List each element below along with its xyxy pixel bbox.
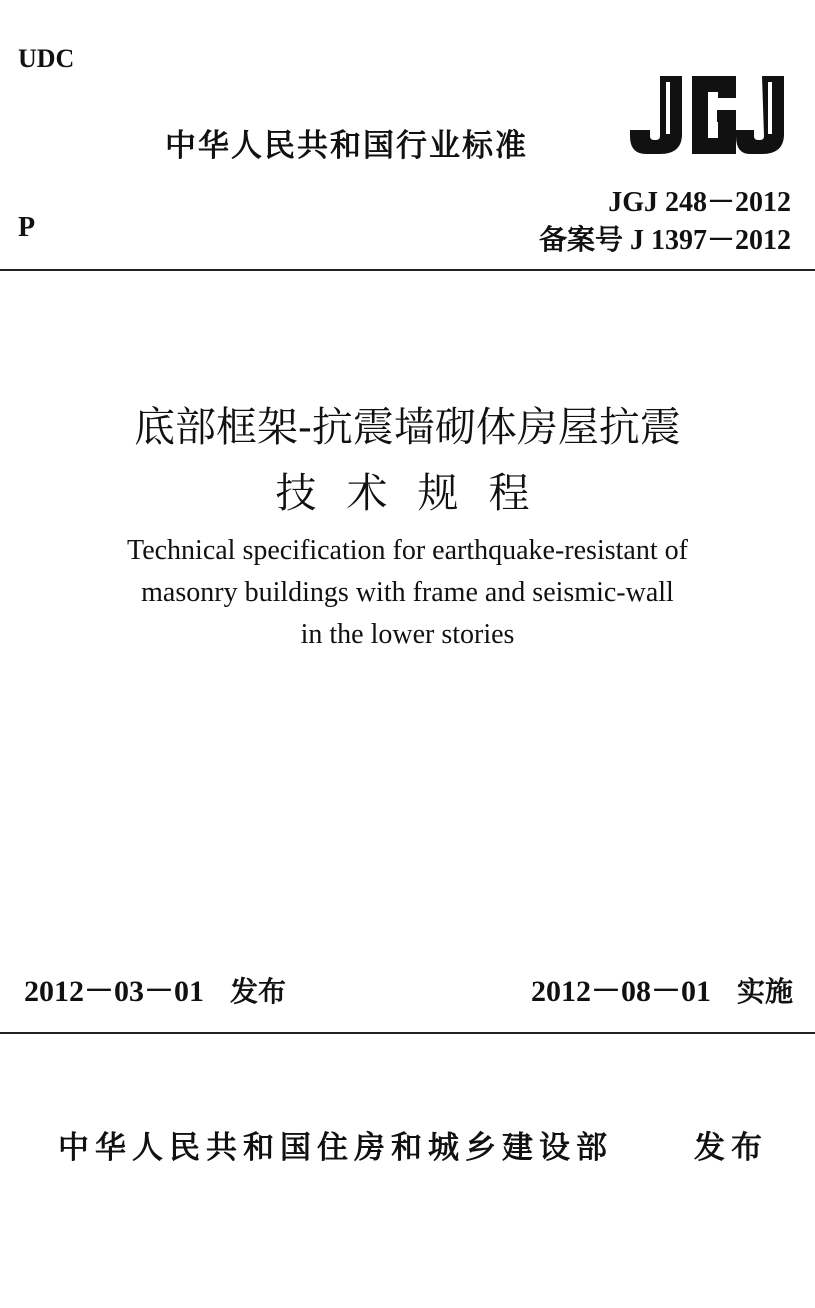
implement-date-block <box>531 966 793 1010</box>
title-en-line: masonry buildings with frame and seismic-wall <box>141 577 674 608</box>
title-cn-line2: 技术规程 <box>275 469 560 517</box>
title-en-line: Technical specification for earthquake-resistant of <box>127 535 688 566</box>
top-divider <box>0 269 815 271</box>
industry-standard-heading: 中华人民共和国行业标准 <box>165 128 528 164</box>
title-en-line: in the lower stories <box>300 619 515 650</box>
issue-label: 发布 <box>230 975 287 1008</box>
title-en <box>0 530 815 656</box>
issuing-action: 发布 <box>694 1130 768 1166</box>
standard-number: JGJ 248－2012 <box>608 187 791 218</box>
implement-date: 2012－08－01 <box>530 975 711 1008</box>
implement-label: 实施 <box>736 975 793 1008</box>
jgj-logo <box>630 72 792 158</box>
bottom-divider <box>0 1032 815 1034</box>
classification-letter: P <box>18 212 36 243</box>
record-number: 备案号 J 1397－2012 <box>538 225 791 256</box>
udc-label: UDC <box>18 44 75 73</box>
title-cn-line1: 底部框架-抗震墙砌体房屋抗震 <box>134 403 681 451</box>
issuing-authority: 中华人民共和国住房和城乡建设部 <box>58 1130 613 1166</box>
issue-date-block <box>24 966 286 1010</box>
issue-date: 2012－03－01 <box>24 975 204 1008</box>
